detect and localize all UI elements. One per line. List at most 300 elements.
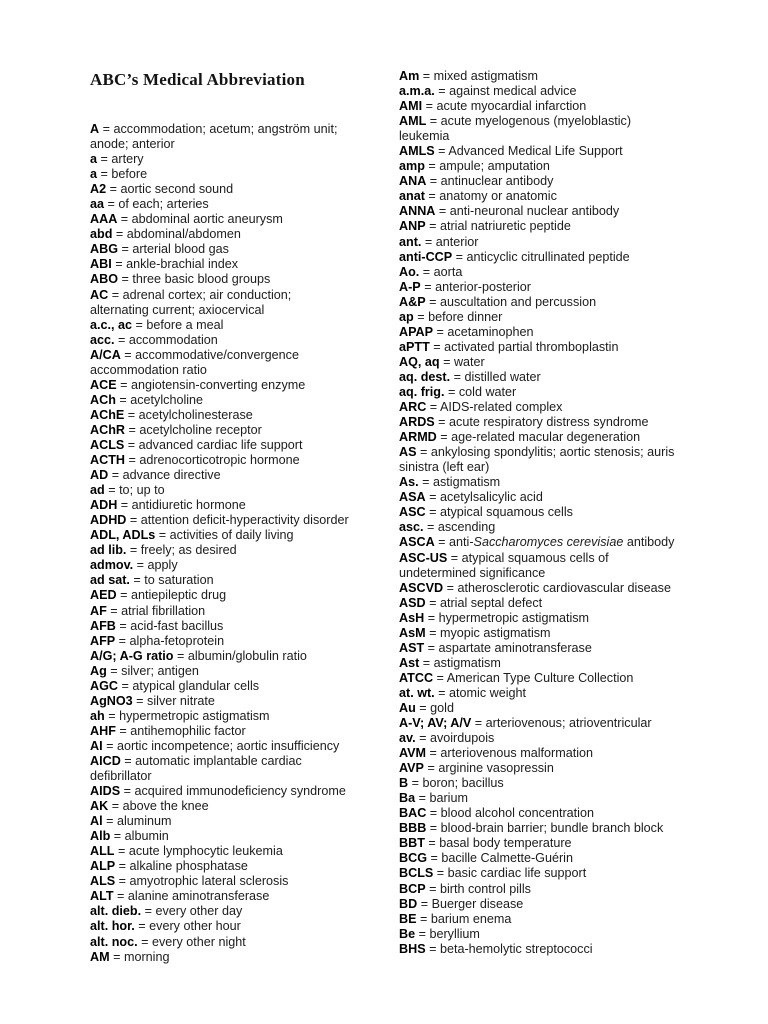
abbreviation-entry [399, 791, 676, 806]
equals-separator: = [115, 633, 130, 648]
equals-separator: = [118, 678, 133, 693]
abbreviation-entry [399, 611, 676, 626]
abbreviation-entry [90, 408, 353, 423]
equals-separator: = [132, 317, 147, 332]
abbreviation-definition [132, 212, 283, 226]
abbreviation-term: ADHD [90, 513, 127, 528]
abbreviation-entry [399, 144, 676, 159]
abbreviation-term: alt. dieb. [90, 904, 142, 919]
abbreviation-term: B [399, 776, 409, 791]
equals-separator: = [419, 655, 434, 670]
abbreviation-entry [399, 99, 676, 114]
abbreviation-entry [90, 874, 353, 889]
equals-separator: = [124, 453, 140, 468]
abbreviation-term: AED [90, 588, 117, 603]
abbreviation-entry [399, 551, 676, 581]
definition-text: anti-neuronal nuclear antibody [449, 204, 620, 219]
definition-text: avoirdupois [429, 731, 495, 746]
abbreviation-entry [399, 866, 676, 881]
abbreviation-term: ABI [90, 257, 112, 272]
equals-separator: = [108, 468, 123, 483]
abbreviation-entry [90, 634, 353, 649]
definition-text: of each; arteries [118, 197, 209, 212]
equals-separator: = [102, 738, 117, 753]
definition-text: acetylsalicylic acid [439, 490, 543, 505]
equals-separator: = [110, 829, 125, 844]
abbreviation-term: AVM [399, 746, 427, 761]
abbreviation-entry [399, 445, 676, 475]
definition-text: atypical glandular cells [132, 678, 260, 693]
abbreviation-term: Ao. [399, 264, 420, 279]
abbreviation-term: aq. dest. [399, 369, 451, 384]
abbreviation-definition [440, 490, 543, 504]
abbreviation-definition [440, 219, 571, 233]
right-column [399, 69, 676, 957]
equals-separator: = [109, 949, 124, 964]
definition-text: arteriovenous malformation [440, 746, 594, 761]
abbreviation-term: Be [399, 926, 416, 941]
definition-text: against medical advice [449, 84, 577, 99]
definition-text: acetylcholine [130, 392, 204, 407]
equals-separator: = [115, 859, 130, 874]
abbreviation-term: at. wt. [399, 685, 435, 700]
abbreviation-definition [126, 257, 238, 271]
abbreviation-definition [139, 423, 262, 437]
abbreviation-entry [399, 686, 676, 701]
abbreviation-entry [90, 197, 353, 212]
abbreviation-definition [440, 626, 551, 640]
definition-text: arteriovenous; atrioventricular [485, 716, 652, 731]
abbreviation-entry [90, 904, 353, 919]
abbreviation-term: Al [90, 814, 103, 829]
abbreviation-definition [447, 325, 533, 339]
abbreviation-term: anti-CCP [399, 249, 453, 264]
abbreviation-term: AQ, aq [399, 354, 440, 369]
abbreviation-term: A&P [399, 294, 426, 309]
equals-separator: = [120, 753, 136, 768]
equals-separator: = [425, 505, 440, 520]
abbreviation-entry [90, 242, 353, 257]
abbreviation-term: ASD [399, 595, 426, 610]
equals-separator: = [425, 219, 440, 234]
abbreviation-term: ASA [399, 490, 426, 505]
definition-text: myopic astigmatism [439, 625, 551, 640]
abbreviation-definition [141, 513, 349, 527]
equals-separator: = [106, 603, 122, 618]
abbreviation-term: AGC [90, 678, 118, 693]
definition-text: artery [111, 152, 144, 167]
equals-separator: = [115, 392, 131, 407]
equals-separator: = [155, 528, 170, 543]
definition-text: accommodation [128, 332, 218, 347]
equals-separator: = [126, 513, 141, 528]
abbreviation-term: AgNO3 [90, 693, 133, 708]
equals-separator: = [97, 152, 112, 167]
equals-separator: = [115, 874, 130, 889]
abbreviation-entry [399, 882, 676, 897]
equals-separator: = [111, 257, 127, 272]
abbreviation-entry [399, 355, 676, 370]
definition-text: American Type Culture Collection [446, 670, 634, 685]
definition-text: blood-brain barrier; bundle branch block [440, 821, 664, 836]
abbreviation-entry [399, 265, 676, 280]
equals-separator: = [419, 69, 434, 83]
abbreviation-entry [399, 821, 676, 836]
equals-separator: = [415, 926, 430, 941]
abbreviation-definition [130, 619, 223, 633]
abbreviation-term: AAA [90, 212, 118, 227]
definition-text: acquired immunodeficiency syndrome [134, 784, 346, 799]
equals-separator: = [434, 84, 450, 99]
abbreviation-entry [90, 348, 353, 378]
abbreviation-entry [90, 679, 353, 694]
definition-text: barium [429, 791, 468, 806]
abbreviation-term: BCLS [399, 866, 434, 881]
equals-separator: = [115, 723, 131, 738]
equals-separator: = [434, 144, 449, 159]
equals-separator: = [173, 648, 188, 663]
abbreviation-definition [439, 159, 550, 173]
abbreviation-term: Ast [399, 655, 420, 670]
equals-separator: = [116, 377, 131, 392]
equals-separator: = [108, 287, 123, 302]
abbreviation-entry [90, 227, 353, 242]
abbreviation-entry [399, 581, 676, 596]
definition-text: acetaminophen [447, 324, 534, 339]
definition-text: three basic blood groups [132, 272, 271, 287]
abbreviation-definition [448, 866, 587, 880]
definition-text: antinuclear antibody [440, 174, 554, 189]
equals-separator: = [447, 550, 462, 565]
abbreviation-definition [449, 535, 674, 549]
equals-separator: = [117, 498, 132, 513]
abbreviation-entry [399, 219, 676, 234]
abbreviation-definition [123, 468, 221, 482]
definition-text: alanine aminotransferase [127, 889, 270, 904]
abbreviation-entry [90, 543, 353, 558]
definition-text: blood alcohol concentration [440, 806, 594, 821]
abbreviation-definition [132, 242, 229, 256]
abbreviation-entry [90, 257, 353, 272]
abbreviation-definition [428, 310, 502, 324]
definition-text: astigmatism [433, 655, 501, 670]
definition-text: beta-hemolytic streptococci [439, 941, 593, 956]
abbreviation-entry [90, 393, 353, 408]
abbreviation-definition [117, 814, 172, 828]
equals-separator: = [420, 279, 436, 294]
abbreviation-definition [129, 844, 283, 858]
definition-text: before [111, 167, 148, 182]
abbreviation-term: AICD [90, 753, 121, 768]
abbreviation-entry [90, 649, 353, 664]
abbreviation-term: ad lib. [90, 543, 127, 558]
abbreviation-term: Am [399, 69, 420, 83]
abbreviation-term: a [90, 167, 98, 182]
abbreviation-entry [90, 167, 353, 182]
equals-separator: = [436, 430, 452, 445]
abbreviation-entry [90, 483, 353, 498]
equals-separator: = [408, 776, 423, 791]
definition-text: atrial natriuretic peptide [439, 219, 571, 234]
abbreviation-definition [121, 604, 205, 618]
equals-separator: = [415, 700, 431, 715]
abbreviation-entry [399, 325, 676, 340]
abbreviation-definition [90, 122, 337, 151]
abbreviation-definition [111, 152, 143, 166]
abbreviation-term: av. [399, 731, 416, 746]
abbreviation-term: ABO [90, 272, 118, 287]
definition-text: mixed astigmatism [433, 69, 538, 83]
abbreviation-entry [399, 927, 676, 942]
abbreviation-term: admov. [90, 558, 134, 573]
abbreviation-definition [440, 295, 596, 309]
equals-separator: = [452, 249, 467, 264]
equals-separator: = [444, 384, 459, 399]
abbreviation-entry [399, 535, 676, 550]
abbreviation-term: ap [399, 309, 414, 324]
abbreviation-entry [90, 829, 353, 844]
abbreviation-term: ARC [399, 400, 427, 415]
equals-separator: = [102, 814, 117, 829]
definition-text: AIDS-related complex [439, 400, 563, 415]
abbreviation-definition [152, 935, 246, 949]
abbreviation-term: ADL, ADLs [90, 528, 156, 543]
abbreviation-entry [399, 370, 676, 385]
abbreviation-term: ASC [399, 505, 426, 520]
abbreviation-entry [90, 844, 353, 859]
equals-separator: = [439, 354, 454, 369]
definition-text: alkaline phosphatase [129, 859, 248, 874]
abbreviation-term: BHS [399, 941, 426, 956]
equals-separator: = [425, 625, 440, 640]
equals-separator: = [434, 685, 450, 700]
abbreviation-definition [467, 250, 630, 264]
abbreviation-entry [399, 159, 676, 174]
abbreviation-definition [118, 197, 208, 211]
abbreviation-definition [117, 739, 339, 753]
abbreviation-definition [430, 731, 494, 745]
abbreviation-term: aPTT [399, 339, 430, 354]
abbreviation-term: AI [90, 738, 103, 753]
equals-separator: = [129, 573, 145, 588]
abbreviation-entry [90, 588, 353, 603]
abbreviation-definition [121, 664, 199, 678]
definition-text: Advanced Medical Life Support [448, 144, 623, 159]
equals-separator: = [425, 881, 440, 896]
abbreviation-definition [438, 520, 495, 534]
equals-separator: = [106, 182, 121, 197]
abbreviation-definition [130, 874, 289, 888]
abbreviation-entry [399, 761, 676, 776]
definition-text: anti- [449, 535, 474, 550]
equals-separator: = [421, 234, 436, 249]
definition-text: accommodative/convergence accommodation ratio [90, 347, 299, 377]
abbreviation-term: A/CA [90, 347, 121, 362]
definition-text: basic cardiac life support [447, 866, 587, 881]
definition-text: ankle-brachial index [126, 257, 239, 272]
definition-text: hypermetropic astigmatism [438, 610, 590, 625]
abbreviation-definition [432, 897, 524, 911]
abbreviation-term: AFP [90, 633, 116, 648]
definition-text: atherosclerotic cardiovascular disease [457, 580, 671, 595]
definition-text: antidiuretic hormone [131, 498, 246, 513]
abbreviation-entry [90, 152, 353, 167]
equals-separator: = [424, 159, 440, 174]
abbreviation-term: ACE [90, 377, 117, 392]
equals-separator: = [104, 197, 119, 212]
equals-separator: = [116, 588, 131, 603]
abbreviation-entry [399, 851, 676, 866]
abbreviation-definition [120, 182, 233, 196]
abbreviation-definition [131, 588, 226, 602]
abbreviation-definition [139, 453, 299, 467]
abbreviation-term: AM [90, 949, 110, 964]
abbreviation-term: amp [399, 159, 425, 174]
equals-separator: = [124, 422, 140, 437]
equals-separator: = [425, 490, 440, 505]
definition-text: atrial fibrillation [121, 603, 206, 618]
definition-text: automatic implantable cardiac defibrillator [90, 753, 302, 784]
equals-separator: = [426, 746, 441, 761]
abbreviation-term: BBT [399, 836, 425, 851]
equals-separator: = [424, 189, 440, 204]
definition-text: apply [147, 558, 178, 573]
definition-text: beryllium [429, 926, 480, 941]
abbreviation-definition [441, 806, 594, 820]
equals-separator: = [413, 309, 429, 324]
abbreviation-definition [148, 558, 178, 572]
abbreviation-definition [448, 144, 622, 158]
abbreviation-definition [459, 385, 516, 399]
abbreviation-term: abd [90, 227, 113, 242]
definition-text: aspartate aminotransferase [438, 640, 592, 655]
definition-text: accommodation; acetum; angström unit; anode; anterior [90, 122, 338, 152]
equals-separator: = [416, 445, 431, 460]
abbreviation-entry [90, 739, 353, 754]
abbreviation-definition [439, 611, 589, 625]
definition-text: atomic weight [449, 685, 527, 700]
equals-separator: = [424, 640, 439, 655]
abbreviation-definition [123, 799, 209, 813]
equals-separator: = [416, 911, 431, 926]
abbreviation-definition [128, 889, 269, 903]
abbreviation-definition [457, 581, 671, 595]
abbreviation-definition [454, 355, 485, 369]
abbreviation-entry [90, 950, 353, 965]
definition-text: hypermetropic astigmatism [119, 708, 270, 723]
abbreviation-entry [90, 212, 353, 227]
abbreviation-entry [399, 897, 676, 912]
abbreviation-definition [132, 272, 270, 286]
abbreviation-definition [447, 671, 634, 685]
abbreviation-definition [119, 483, 165, 497]
abbreviation-entry [399, 912, 676, 927]
equals-separator: = [99, 122, 114, 136]
definition-text: aortic second sound [120, 182, 234, 197]
abbreviation-entry [399, 84, 676, 99]
abbreviation-entry [399, 746, 676, 761]
abbreviation-entry [399, 836, 676, 851]
definition-text: acute myocardial infarction [436, 99, 587, 114]
equals-separator: = [429, 339, 445, 354]
abbreviation-entry [399, 430, 676, 445]
definition-text: every other hour [149, 919, 241, 934]
definition-text: alpha-fetoprotein [129, 633, 225, 648]
abbreviation-entry [399, 310, 676, 325]
abbreviation-term: ah [90, 708, 105, 723]
abbreviation-term: A-P [399, 279, 421, 294]
abbreviation-entry [399, 385, 676, 400]
abbreviation-entry [399, 340, 676, 355]
abbreviation-definition [130, 859, 248, 873]
page-title: ABC’s Medical Abbreviation [90, 70, 305, 89]
equals-separator: = [443, 580, 458, 595]
abbreviation-entry [90, 814, 353, 829]
abbreviation-term: ARDS [399, 415, 435, 430]
definition-text: adrenocorticotropic hormone [139, 453, 300, 468]
abbreviation-term: BE [399, 911, 417, 926]
definition-text: age-related macular degeneration [451, 430, 641, 445]
abbreviation-term: ALS [90, 874, 116, 889]
abbreviation-term: ASCA [399, 535, 435, 550]
abbreviation-entry [399, 295, 676, 310]
equals-separator: = [134, 919, 150, 934]
abbreviation-entry [90, 919, 353, 934]
definition-text: atypical squamous cells of undetermined significance [399, 550, 609, 580]
definition-text: acid-fast bacillus [130, 618, 224, 633]
abbreviation-term: ad sat. [90, 573, 130, 588]
abbreviation-definition [139, 438, 303, 452]
abbreviation-term: ant. [399, 234, 422, 249]
equals-separator: = [418, 475, 433, 490]
abbreviation-definition [464, 370, 540, 384]
abbreviation-entry [399, 641, 676, 656]
abbreviation-entry [399, 235, 676, 250]
abbreviation-definition [130, 393, 203, 407]
definition-text: adrenal cortex; air conduction; alternating current; axiocervical [90, 287, 292, 317]
abbreviation-term: AST [399, 640, 425, 655]
abbreviation-entry [399, 731, 676, 746]
equals-separator: = [120, 784, 135, 799]
abbreviation-entry [399, 204, 676, 219]
abbreviation-term: ATCC [399, 670, 434, 685]
abbreviation-term: AHF [90, 723, 116, 738]
abbreviation-term: Ag [90, 663, 107, 678]
abbreviation-entry [90, 664, 353, 679]
abbreviation-definition [435, 280, 531, 294]
abbreviation-definition [146, 318, 223, 332]
abbreviation-definition [450, 204, 619, 218]
definition-text: atrial septal defect [439, 595, 543, 610]
abbreviation-entry [399, 716, 676, 731]
abbreviation-definition [439, 836, 571, 850]
abbreviation-entry [90, 318, 353, 333]
abbreviation-definition [440, 746, 593, 760]
definition-text: advance directive [122, 468, 221, 483]
equals-separator: = [426, 114, 441, 129]
abbreviation-definition [439, 189, 557, 203]
abbreviation-definition [434, 265, 463, 279]
abbreviation-term: AF [90, 603, 107, 618]
definition-text: acetylcholinesterase [138, 407, 253, 422]
abbreviation-definition [449, 686, 526, 700]
equals-separator: = [126, 543, 141, 558]
definition-text: ankylosing spondylitis; aortic stenosis; auris sinistra (left ear) [399, 445, 675, 475]
abbreviation-definition [433, 475, 500, 489]
definition-text: gold [430, 700, 454, 715]
abbreviation-term: ALL [90, 844, 115, 859]
definition-text: silver nitrate [147, 693, 215, 708]
